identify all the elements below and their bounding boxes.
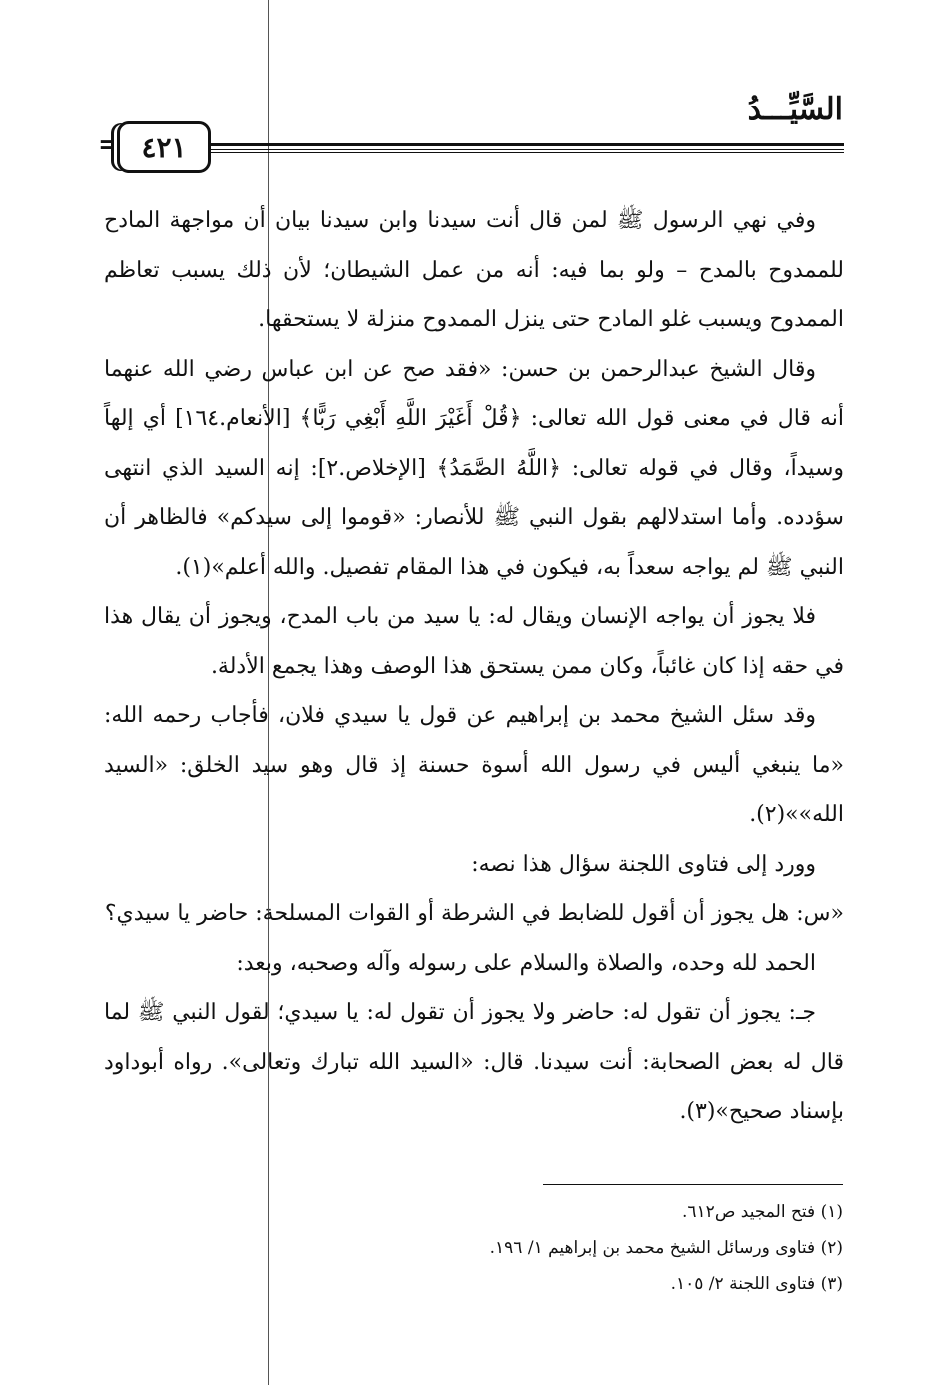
footnote: (٢) فتاوى ورسائل الشيخ محمد بن إبراهيم ١/ ١٩٦. — [489, 1238, 843, 1258]
paragraph: وقال الشيخ عبدالرحمن بن حسن: «فقد صح عن ابن عباس رضي الله عنهما أنه قال في معنى قول الله تعالى: ﴿قُلْ أَغَيْرَ اللَّهِ أَبْغِي رَبًّا﴾ [الأنعام.١٦٤] أي إلهاً وسيداً، وقال في قوله تعالى: ﴿اللَّهُ الصَّمَدُ﴾ [الإخلاص.٢]: إنه السيد الذي انتهى سؤدده. وأما استدلالهم بقول النبي ﷺ للأنصار: «قوموا إلى سيدكم» فالظاهر أن النبي ﷺ لم يواجه سعداً به، فيكون في هذا المقام تفصيل. والله أعلم»(١). — [104, 356, 844, 580]
main-text — [104, 196, 844, 1137]
header-mark: = — [98, 130, 120, 160]
footnotes — [103, 1194, 843, 1302]
paragraph: فلا يجوز أن يواجه الإنسان ويقال له: يا سيد من باب المدح، ويجوز أن يقال هذا في حقه إذا كان غائباً، وكان ممن يستحق هذا الوصف وهذا يجمع الأدلة. — [104, 604, 844, 679]
footnote: (١) فتح المجيد ص٦١٢. — [682, 1202, 843, 1222]
paragraph: «س: هل يجوز أن أقول للضابط في الشرطة أو القوات المسلحة: حاضر يا سيدي؟ — [104, 901, 844, 926]
footnote: (٣) فتاوى اللجنة ٢/ ١٠٥. — [670, 1274, 843, 1294]
paragraph: وقد سئل الشيخ محمد بن إبراهيم عن قول يا سيدي فلان، فأجاب رحمه الله: «ما ينبغي أليس في رسول الله أسوة حسنة إذ قال وهو سيد الخلق: «السيد الله»»(٢). — [104, 703, 844, 827]
footnote-separator — [543, 1184, 843, 1185]
paragraph: الحمد لله وحده، والصلاة والسلام على رسوله وآله وصحبه، وبعد: — [236, 950, 816, 976]
running-title: السَّيِّـــدُ — [747, 92, 843, 127]
paragraph: جـ: يجوز أن تقول له: حاضر ولا يجوز أن تقول له: يا سيدي؛ لقول النبي ﷺ لما قال له بعض الصحابة: أنت سيدنا. قال: «السيد الله تبارك وتعالى». رواه أبوداود بإسناد صحيح»(٣). — [104, 1000, 844, 1124]
header-rule-thin — [210, 152, 844, 153]
page-number: ٤٢١ — [117, 121, 211, 173]
paragraph: وفي نهي الرسول ﷺ لمن قال أنت سيدنا وابن سيدنا بيان أن مواجهة المادح للممدوح بالمدح – ولو بما فيه: أنه من عمل الشيطان؛ لأن ذلك يسبب تعاظم الممدوح ويسبب غلو المادح حتى ينزل الممدوح منزلة لا يستحقها. — [104, 208, 844, 332]
paragraph: وورد إلى فتاوى اللجنة سؤال هذا نصه: — [471, 851, 816, 877]
header-rule — [210, 143, 844, 150]
